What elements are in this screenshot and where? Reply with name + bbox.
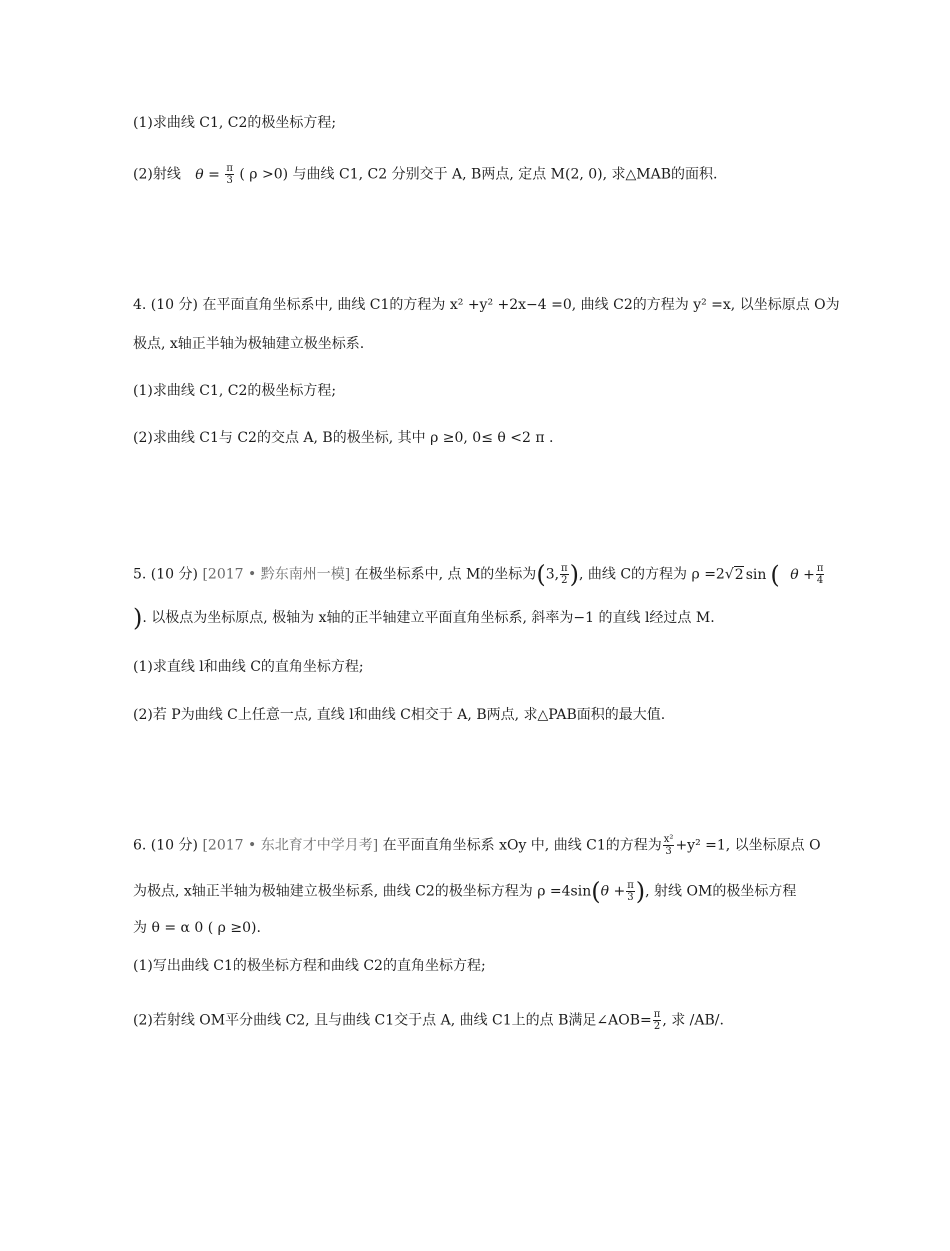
q6-part2-b: , 求 /AB/. <box>662 1012 724 1029</box>
q6-part2-a: (2)若射线 OM平分曲线 C2, 且与曲线 C1交于点 A, 曲线 C1上的点 B满足∠AOB= <box>133 1012 652 1029</box>
q6-line2-a: 为极点, x轴正半轴为极轴建立极坐标系, 曲线 C2的极坐标方程为 ρ =4sin <box>133 883 592 900</box>
fraction-numerator: π <box>627 880 634 891</box>
q6-text-b: +y² =1, 以坐标原点 O <box>675 837 821 854</box>
q5-text-a: 在极坐标系中, 点 M的坐标为 <box>354 566 537 583</box>
fraction-denominator: 3 <box>627 892 634 903</box>
q5-pi-over-4-fraction <box>816 563 825 586</box>
q5-point-r: 3, <box>545 566 560 583</box>
q6-line2 <box>133 877 797 906</box>
q4-line2: 极点, x轴正半轴为极轴建立极坐标系. <box>133 336 365 352</box>
right-paren: ) <box>569 560 579 589</box>
fraction-numerator: π <box>226 163 233 174</box>
fraction-denominator: 3 <box>665 846 672 857</box>
q6-number: 6. (10 分) <box>133 837 198 854</box>
fraction-denominator: 3 <box>226 175 233 186</box>
sqrt-radicand: 2 <box>734 566 744 583</box>
q6-theta-plus: θ + <box>600 883 626 900</box>
q5-part1: (1)求直线 l和曲线 C的直角坐标方程; <box>133 659 364 675</box>
fraction-denominator: 2 <box>561 575 568 586</box>
right-paren: ) <box>133 604 143 632</box>
sin-label: sin <box>745 566 767 583</box>
q4-heading: 4. (10 分) 在平面直角坐标系中, 曲线 C1的方程为 x² +y² +2x−4 =0, 曲线 C2的方程为 y² =x, 以坐标原点 O为 <box>133 297 840 313</box>
q5-source: [2017 • 黔东南州一模] <box>202 566 351 583</box>
q5-theta-plus: θ + <box>790 566 815 583</box>
left-paren: ( <box>591 877 601 906</box>
left-paren: ( <box>770 560 780 589</box>
q3-part2-theta: θ = <box>195 166 220 183</box>
q5-line2 <box>133 604 715 632</box>
fraction-denominator: 4 <box>816 575 824 586</box>
sqrt-symbol: √ <box>724 566 734 583</box>
q6-text-a: 在平面直角坐标系 xOy 中, 曲线 C1的方程为 <box>382 837 662 854</box>
right-paren: ) <box>635 877 646 906</box>
q3-part2-rest: ( ρ >0) 与曲线 C1, C2 分别交于 A, B两点, 定点 M(2, 0), 求△MAB的面积. <box>239 166 718 183</box>
q5-number: 5. (10 分) <box>133 566 198 583</box>
q6-part1: (1)写出曲线 C1的极坐标方程和曲线 C2的直角坐标方程; <box>133 958 486 974</box>
q6-line3: 为 θ = α 0 ( ρ ≥0). <box>133 920 261 936</box>
q5-line2-text: . 以极点为坐标原点, 极轴为 x轴的正半轴建立平面直角坐标系, 斜率为−1 的直线 l经过点 M. <box>142 610 715 626</box>
q6-pi-over-2-fraction <box>653 1009 662 1032</box>
fraction-numerator: π <box>653 1009 661 1020</box>
q5-pi-over-2-fraction <box>560 563 569 586</box>
q3-pi-over-3-fraction <box>225 163 234 186</box>
fraction-numerator: π <box>561 563 568 574</box>
q5-part2: (2)若 P为曲线 C上任意一点, 直线 l和曲线 C相交于 A, B两点, 求△PAB面积的最大值. <box>133 707 666 723</box>
fraction-numerator: π <box>816 563 824 574</box>
q4-part1: (1)求曲线 C1, C2的极坐标方程; <box>133 383 337 399</box>
q3-part2-prefix: (2)射线 <box>133 166 181 183</box>
q6-pi-over-3-fraction <box>626 880 635 903</box>
q6-line2-b: , 射线 OM的极坐标方程 <box>645 883 797 900</box>
q3-part2 <box>133 163 718 186</box>
q4-part2: (2)求曲线 C1与 C2的交点 A, B的极坐标, 其中 ρ ≥0, 0≤ θ <2 π . <box>133 430 554 446</box>
q6-source: [2017 • 东北育才中学月考] <box>202 837 379 854</box>
q6-part2 <box>133 1009 724 1032</box>
q6-x2-over-3-fraction <box>663 834 675 857</box>
q3-part1: (1)求曲线 C1, C2的极坐标方程; <box>133 115 337 131</box>
left-paren: ( <box>536 560 546 589</box>
fraction-numerator: x² <box>663 834 674 845</box>
fraction-denominator: 2 <box>653 1021 661 1032</box>
q5-heading <box>133 560 825 589</box>
q6-heading <box>133 834 821 857</box>
q5-text-b: , 曲线 C的方程为 ρ =2 <box>579 566 725 583</box>
